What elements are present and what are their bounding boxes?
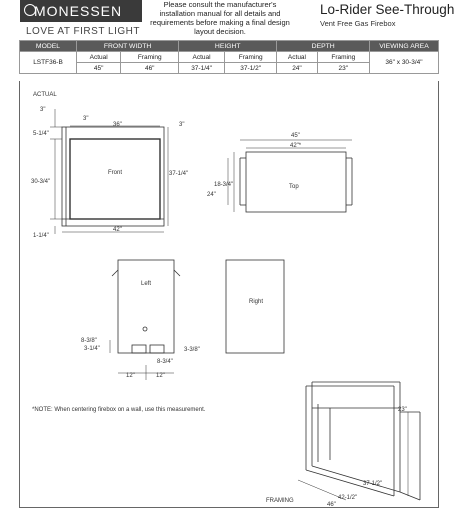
left-dim: 12": [126, 373, 135, 379]
top-view-drawing: [228, 140, 352, 212]
manual-notice: Please consult the manufacturer's installation manual for all details and requirements before making a final design layout decision.: [150, 0, 290, 36]
top-dim: 45": [291, 133, 300, 139]
centering-note: *NOTE: When centering firebox on a wall, use this measurement.: [32, 407, 206, 413]
cell-front-width-framing: 46": [121, 63, 179, 74]
subheader-framing: Framing: [121, 52, 179, 63]
cell-front-width-actual: 45": [77, 63, 121, 74]
header-height: HEIGHT: [179, 41, 277, 52]
product-subtitle: Vent Free Gas Firebox: [320, 19, 396, 28]
front-dim: 36": [113, 122, 122, 128]
front-dim: 42": [113, 227, 122, 233]
top-view-label: Top: [289, 184, 299, 190]
front-view-label: Front: [108, 170, 123, 176]
right-view-drawing: [226, 260, 284, 353]
brand-name: MONESSEN: [34, 3, 123, 19]
brand-tagline: LOVE AT FIRST LIGHT: [26, 26, 140, 37]
cell-height-actual: 37-1/4": [179, 63, 225, 74]
cell-depth-actual: 24": [277, 63, 317, 74]
front-dim: 37-1/4": [169, 171, 189, 177]
framing-dim: 37-1/2": [363, 481, 383, 487]
left-dim: 3-1/4": [84, 346, 100, 352]
cell-model: LSTF36-B: [20, 52, 77, 74]
right-view-label: Right: [249, 299, 264, 305]
cell-height-framing: 37-1/2": [224, 63, 276, 74]
subheader-actual: Actual: [277, 52, 317, 63]
front-dim: 1-1/4": [33, 233, 49, 239]
section-actual-label: ACTUAL: [33, 92, 57, 98]
front-dim: 3": [83, 116, 89, 122]
cell-viewing-area: 36" x 30-3/4": [370, 52, 439, 74]
framing-dim: 23": [398, 407, 407, 413]
header-viewing-area: VIEWING AREA: [370, 41, 439, 52]
left-dim: 8-3/8": [81, 338, 97, 344]
left-dim: 3-3/8": [184, 347, 200, 353]
top-dim: 42"*: [290, 143, 302, 149]
product-title: Lo-Rider See-Through: [320, 2, 455, 17]
front-dim: 3": [179, 122, 185, 128]
front-dim: 30-3/4": [31, 179, 51, 185]
left-dim: 8-3/4": [157, 359, 173, 365]
subheader-framing: Framing: [224, 52, 276, 63]
framing-dim: 46": [327, 502, 336, 508]
front-dim: 5-1/4": [33, 131, 49, 137]
cell-depth-framing: 23": [317, 63, 369, 74]
top-dim: 24": [207, 192, 216, 198]
left-dim: 12": [156, 373, 165, 379]
front-dim: 3": [40, 107, 46, 113]
subheader-actual: Actual: [77, 52, 121, 63]
left-view-label: Left: [141, 281, 152, 287]
framing-drawing: [298, 382, 420, 500]
subheader-actual: Actual: [179, 52, 225, 63]
header-front-width: FRONT WIDTH: [77, 41, 179, 52]
header-model: MODEL: [20, 41, 77, 52]
header-depth: DEPTH: [277, 41, 370, 52]
section-framing-label: FRAMING: [266, 498, 294, 504]
framing-dim: 42-1/2": [338, 495, 358, 501]
subheader-framing: Framing: [317, 52, 369, 63]
top-dim: 18-3/4": [214, 182, 234, 188]
